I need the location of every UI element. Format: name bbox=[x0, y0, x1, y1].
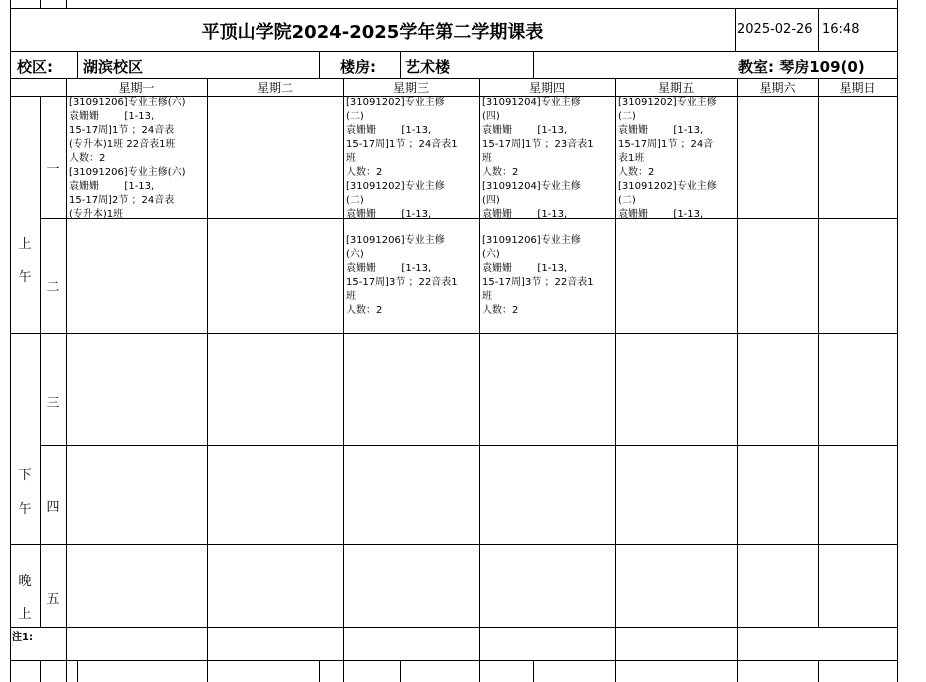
course-line: (二) bbox=[618, 195, 636, 206]
page-title: 平顶山学院2024-2025学年第二学期课表 bbox=[201, 22, 544, 43]
course-line: (四) bbox=[482, 195, 500, 206]
section-morning-1: 上 bbox=[18, 237, 32, 252]
building-value: 艺术楼 bbox=[405, 58, 451, 76]
grid-line bbox=[479, 78, 480, 682]
course-line: 袁姗姗 [1-13, bbox=[482, 263, 568, 274]
course-line: 袁姗姗 [1-13, bbox=[346, 263, 432, 274]
grid-line bbox=[615, 78, 616, 682]
course-line: (二) bbox=[346, 111, 364, 122]
course-line: [31091202]专业主修 bbox=[346, 97, 445, 108]
period-3: 三 bbox=[46, 396, 60, 411]
grid-line bbox=[818, 8, 819, 51]
grid-line bbox=[40, 218, 898, 219]
day-header-thu: 星期四 bbox=[528, 81, 565, 95]
course-line: [31091206]专业主修 bbox=[346, 235, 445, 246]
course-cell-p2-thu[interactable] bbox=[482, 234, 614, 332]
grid-line bbox=[400, 660, 401, 682]
period-4: 四 bbox=[46, 500, 60, 515]
day-header-sun: 星期日 bbox=[839, 81, 876, 95]
campus-value: 湖滨校区 bbox=[83, 58, 144, 76]
grid-line bbox=[818, 660, 819, 682]
course-line: [31091204]专业主修 bbox=[482, 97, 581, 108]
course-line: [31091206]专业主修(六) bbox=[69, 167, 186, 178]
course-line: 15-17周]1节 ；24音 bbox=[618, 139, 714, 150]
course-line: 人数：2 bbox=[346, 167, 383, 178]
course-line: 15-17周]3节 ；22音表1 bbox=[346, 277, 458, 288]
day-header-sat: 星期六 bbox=[759, 81, 796, 95]
course-line: 袁姗姗 [1-13, bbox=[618, 125, 704, 136]
course-line: 人数：2 bbox=[482, 305, 519, 316]
day-header-wed: 星期三 bbox=[392, 81, 429, 95]
grid-line bbox=[77, 51, 78, 78]
period-5: 五 bbox=[46, 592, 60, 607]
course-line: 15-17周]1节 ；23音表1 bbox=[482, 139, 594, 150]
course-line: [31091202]专业主修 bbox=[618, 181, 717, 192]
grid-line bbox=[10, 8, 898, 9]
course-line: 人数：2 bbox=[69, 153, 106, 164]
course-cell-p1-mon[interactable] bbox=[69, 96, 205, 218]
course-line: (二) bbox=[346, 195, 364, 206]
grid-line bbox=[319, 51, 320, 78]
building-label: 楼房: bbox=[340, 58, 376, 76]
course-line: [31091202]专业主修 bbox=[618, 97, 717, 108]
course-line: 15-17周]2节 ；24音表 bbox=[69, 195, 175, 206]
course-line: 人数：2 bbox=[346, 305, 383, 316]
course-line: 人数：2 bbox=[482, 167, 519, 178]
grid-line bbox=[207, 78, 208, 682]
classroom-label: 教室: 琴房109(0) bbox=[738, 58, 865, 76]
course-cell-p1-fri[interactable] bbox=[618, 96, 736, 218]
grid-line bbox=[737, 78, 738, 682]
course-cell-p1-wed[interactable] bbox=[346, 96, 478, 218]
period-1: 一 bbox=[46, 162, 60, 177]
grid-line bbox=[735, 8, 736, 51]
grid-line bbox=[533, 660, 534, 682]
grid-line bbox=[343, 78, 344, 682]
print-date: 2025-02-26 bbox=[737, 22, 813, 37]
grid-line bbox=[77, 660, 78, 682]
grid-line bbox=[897, 0, 898, 682]
grid-line bbox=[40, 660, 41, 682]
course-line: [31091202]专业主修 bbox=[346, 181, 445, 192]
grid-line bbox=[10, 51, 898, 52]
grid-line bbox=[10, 333, 898, 334]
section-afternoon-1: 下 bbox=[18, 468, 32, 483]
course-line: (专升本)1班 bbox=[69, 209, 124, 218]
course-cell-p1-thu[interactable] bbox=[482, 96, 614, 218]
course-line: 袁姗姗 [1-13, bbox=[69, 181, 155, 192]
course-line: 袁姗姗 [1-13, bbox=[346, 125, 432, 136]
grid-line bbox=[10, 660, 898, 661]
course-line: 人数：2 bbox=[618, 167, 655, 178]
day-header-tue: 星期二 bbox=[256, 81, 293, 95]
grid-line bbox=[40, 445, 898, 446]
print-time: 16:48 bbox=[822, 22, 860, 37]
course-line: 班 bbox=[482, 153, 492, 164]
course-line: 15-17周]1节 ；24音表1 bbox=[346, 139, 458, 150]
grid-line bbox=[66, 0, 67, 8]
grid-line bbox=[10, 544, 898, 545]
course-line: 班 bbox=[346, 291, 356, 302]
period-2: 二 bbox=[46, 280, 60, 295]
grid-line bbox=[533, 51, 534, 78]
section-afternoon-2: 午 bbox=[18, 502, 32, 517]
grid-line bbox=[40, 0, 41, 8]
course-line: (四) bbox=[482, 111, 500, 122]
section-evening-2: 上 bbox=[18, 607, 32, 622]
day-header-mon: 星期一 bbox=[118, 81, 155, 95]
course-line: (六) bbox=[482, 249, 500, 260]
course-line: [31091206]专业主修(六) bbox=[69, 97, 186, 108]
course-cell-p2-wed[interactable] bbox=[346, 234, 478, 332]
section-evening-1: 晚 bbox=[18, 574, 32, 589]
grid-line bbox=[10, 627, 898, 628]
course-line: [31091204]专业主修 bbox=[482, 181, 581, 192]
note-label: 注1: bbox=[12, 632, 33, 643]
course-line: (二) bbox=[618, 111, 636, 122]
course-line: 袁姗姗 [1-13, bbox=[69, 111, 155, 122]
grid-line bbox=[400, 51, 401, 78]
day-header-fri: 星期五 bbox=[657, 81, 694, 95]
course-line: 班 bbox=[346, 153, 356, 164]
course-line: 袁姗姗 [1-13, bbox=[618, 209, 704, 218]
course-line: 表1班 bbox=[618, 153, 645, 164]
campus-label: 校区: bbox=[17, 58, 53, 76]
course-line: 袁姗姗 [1-13, bbox=[346, 209, 432, 218]
course-line: 15-17周]1节 ；24音表 bbox=[69, 125, 175, 136]
grid-line bbox=[319, 660, 320, 682]
course-line: [31091206]专业主修 bbox=[482, 235, 581, 246]
course-line: 袁姗姗 [1-13, bbox=[482, 125, 568, 136]
course-line: 班 bbox=[482, 291, 492, 302]
course-line: (六) bbox=[346, 249, 364, 260]
course-line: 袁姗姗 [1-13, bbox=[482, 209, 568, 218]
course-line: 15-17周]3节 ；22音表1 bbox=[482, 277, 594, 288]
section-morning-2: 午 bbox=[18, 270, 32, 285]
course-line: (专升本)1班 22音表1班 bbox=[69, 139, 176, 150]
